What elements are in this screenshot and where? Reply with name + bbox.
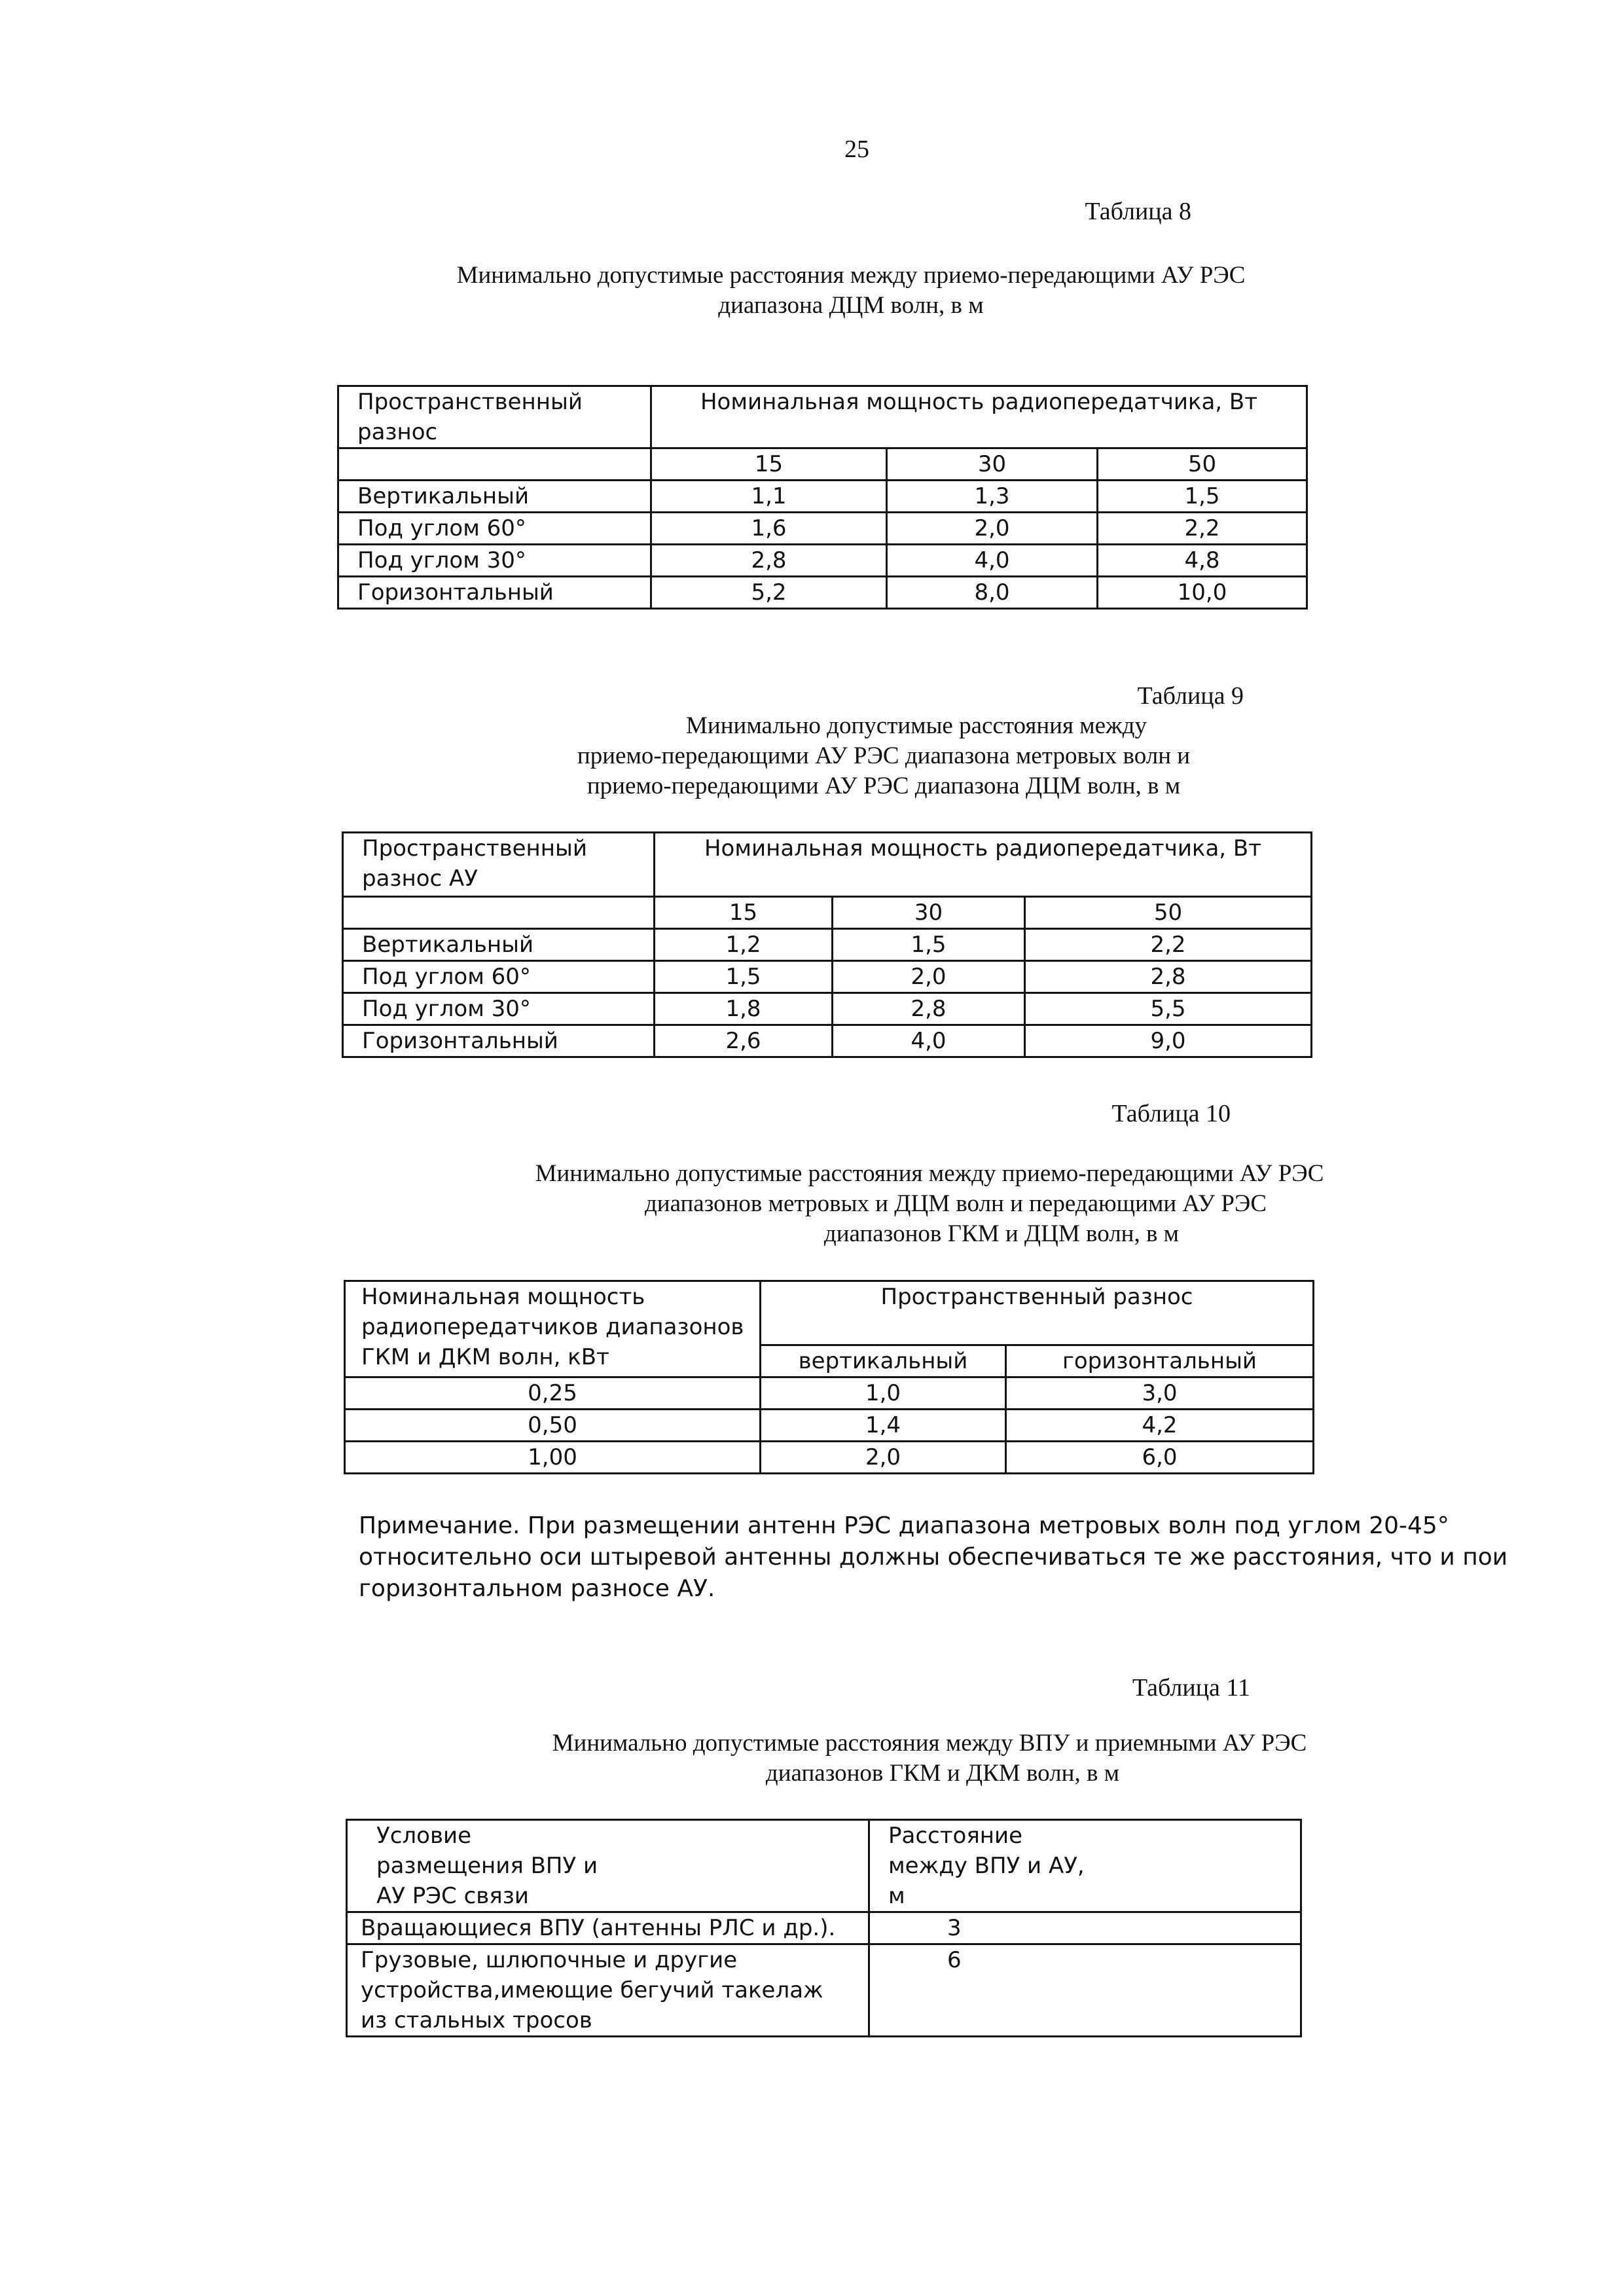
table8-label: Таблица 8 — [1085, 198, 1191, 225]
power-value: 1,00 — [345, 1442, 761, 1474]
table9-power: 15 — [655, 897, 833, 929]
cell-value: 8,0 — [887, 577, 1098, 609]
table-row — [338, 513, 1307, 545]
table9-head-empty — [343, 897, 655, 929]
row-label: Под углом 30° — [338, 545, 651, 577]
cell-value: 1,1 — [651, 481, 887, 513]
cell-value: 2,8 — [833, 993, 1025, 1025]
table-row — [343, 1025, 1312, 1057]
cell-value: 10,0 — [1098, 577, 1307, 609]
table11-head-condition: Условие размещения ВПУ и АУ РЭС связи — [347, 1820, 869, 1912]
row-label: Под углом 60° — [343, 961, 655, 993]
table8-head-spacing: Пространственный разнос — [338, 386, 651, 448]
table9-caption-line2: приемо-передающими АУ РЭС диапазона метровых волн и — [577, 742, 1191, 769]
table-row — [343, 929, 1312, 961]
table8 — [337, 385, 1308, 610]
cell-value: 4,8 — [1098, 545, 1307, 577]
table10-sub-vertical: вертикальный — [761, 1345, 1006, 1377]
row-label: Вертикальный — [343, 929, 655, 961]
table9-label: Таблица 9 — [1137, 682, 1244, 710]
page-number: 25 — [844, 136, 869, 163]
cell-value: 4,0 — [833, 1025, 1025, 1057]
table11 — [346, 1819, 1302, 2037]
table10-caption-line2: диапазонов метровых и ДЦМ волн и передающими АУ РЭС — [644, 1190, 1267, 1217]
cell-value: 1,2 — [655, 929, 833, 961]
table8-caption-line2: диапазона ДЦМ волн, в м — [718, 292, 984, 319]
row-label: Горизонтальный — [338, 577, 651, 609]
table-row — [347, 1944, 1301, 2037]
table8-power: 30 — [887, 448, 1098, 481]
table9-power: 30 — [833, 897, 1025, 929]
table9-caption-line1: Минимально допустимые расстояния между — [686, 712, 1147, 739]
row-label: Вертикальный — [338, 481, 651, 513]
table11-caption-line1: Минимально допустимые расстояния между ВПУ и приемными АУ РЭС — [552, 1730, 1307, 1757]
table-row — [338, 545, 1307, 577]
table10-label: Таблица 10 — [1111, 1100, 1231, 1127]
table9-power: 50 — [1025, 897, 1312, 929]
table10-head-power: Номинальная мощность радиопередатчиков диапазонов ГКМ и ДКМ волн, кВт — [345, 1281, 761, 1377]
horizontal-value: 3,0 — [1006, 1377, 1314, 1410]
cell-value: 5,5 — [1025, 993, 1312, 1025]
distance-cell: 3 — [869, 1912, 1301, 1944]
table9 — [342, 831, 1312, 1058]
table8-head-power: Номинальная мощность радиопередатчика, Вт — [651, 386, 1307, 448]
condition-cell: Грузовые, шлюпочные и другие устройства,имеющие бегучий такелаж из стальных тросов — [347, 1944, 869, 2037]
horizontal-value: 6,0 — [1006, 1442, 1314, 1474]
table-row — [347, 1912, 1301, 1944]
table11-label: Таблица 11 — [1132, 1674, 1250, 1702]
row-label: Под углом 60° — [338, 513, 651, 545]
table8-power: 50 — [1098, 448, 1307, 481]
cell-value: 1,5 — [1098, 481, 1307, 513]
table-row — [345, 1377, 1314, 1410]
table-row — [343, 961, 1312, 993]
cell-value: 1,8 — [655, 993, 833, 1025]
power-value: 0,25 — [345, 1377, 761, 1410]
vertical-value: 1,0 — [761, 1377, 1006, 1410]
note-line2: относительно оси штыревой антенны должны обеспечиваться те же расстояния, что и пои — [359, 1544, 1508, 1571]
row-label: Горизонтальный — [343, 1025, 655, 1057]
cell-value: 2,6 — [655, 1025, 833, 1057]
cell-value: 1,6 — [651, 513, 887, 545]
cell-value: 1,5 — [655, 961, 833, 993]
table-row — [338, 577, 1307, 609]
row-label: Под углом 30° — [343, 993, 655, 1025]
table9-head-spacing: Пространственный разнос АУ — [343, 833, 655, 897]
table10-caption-line1: Минимально допустимые расстояния между приемо-передающими АУ РЭС — [535, 1160, 1324, 1187]
cell-value: 2,2 — [1025, 929, 1312, 961]
table-row — [345, 1410, 1314, 1442]
table8-caption-line1: Минимально допустимые расстояния между приемо-передающими АУ РЭС — [456, 262, 1246, 289]
cell-value: 2,0 — [887, 513, 1098, 545]
cell-value: 2,0 — [833, 961, 1025, 993]
note-line1: Примечание. При размещении антенн РЭС диапазона метровых волн под углом 20-45° — [359, 1512, 1449, 1539]
table11-caption-line2: диапазонов ГКМ и ДКМ волн, в м — [765, 1760, 1120, 1787]
distance-cell: 6 — [869, 1944, 1301, 2037]
power-value: 0,50 — [345, 1410, 761, 1442]
cell-value: 2,2 — [1098, 513, 1307, 545]
table10 — [344, 1280, 1314, 1474]
note-line3: горизонтальном разносе АУ. — [359, 1575, 715, 1602]
cell-value: 9,0 — [1025, 1025, 1312, 1057]
table8-head-empty — [338, 448, 651, 481]
cell-value: 1,5 — [833, 929, 1025, 961]
table-row — [343, 993, 1312, 1025]
cell-value: 4,0 — [887, 545, 1098, 577]
table9-caption-line3: приемо-передающими АУ РЭС диапазона ДЦМ волн, в м — [586, 773, 1181, 799]
table10-head-spacing: Пространственный разнос — [761, 1281, 1314, 1345]
cell-value: 1,3 — [887, 481, 1098, 513]
cell-value: 2,8 — [1025, 961, 1312, 993]
horizontal-value: 4,2 — [1006, 1410, 1314, 1442]
cell-value: 2,8 — [651, 545, 887, 577]
table10-caption-line3: диапазонов ГКМ и ДЦМ волн, в м — [823, 1220, 1180, 1247]
table-row — [345, 1442, 1314, 1474]
table-row — [338, 481, 1307, 513]
table9-head-power: Номинальная мощность радиопередатчика, Вт — [655, 833, 1312, 897]
condition-cell: Вращающиеся ВПУ (антенны РЛС и др.). — [347, 1912, 869, 1944]
vertical-value: 2,0 — [761, 1442, 1006, 1474]
vertical-value: 1,4 — [761, 1410, 1006, 1442]
table10-sub-horizontal: горизонтальный — [1006, 1345, 1314, 1377]
cell-value: 5,2 — [651, 577, 887, 609]
table11-head-distance: Расстояние между ВПУ и АУ, м — [869, 1820, 1301, 1912]
table8-power: 15 — [651, 448, 887, 481]
